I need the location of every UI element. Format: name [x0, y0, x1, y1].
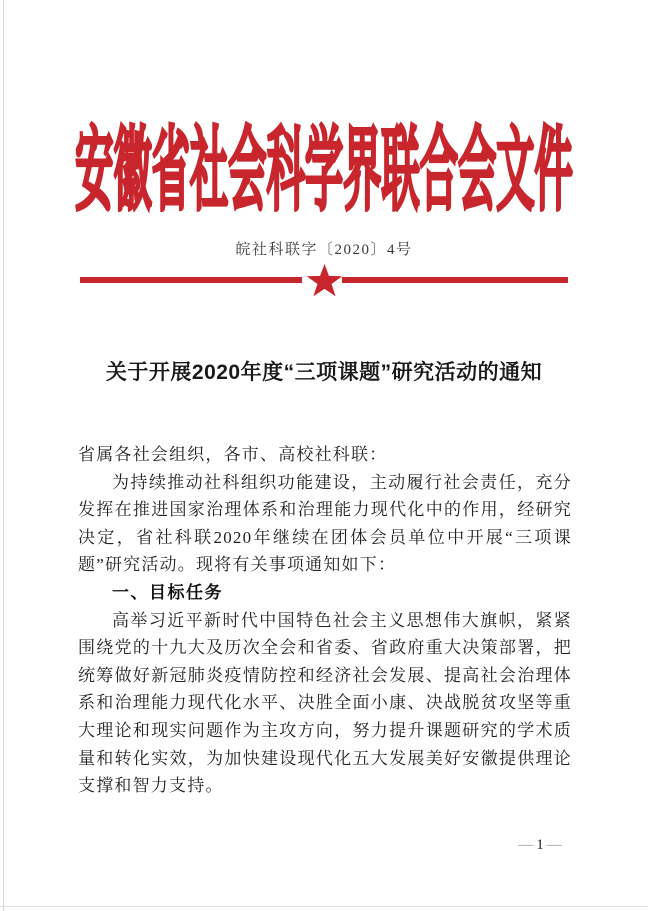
notice-title: 关于开展2020年度“三项课题”研究活动的通知 [105, 361, 543, 384]
document-reference-number: 皖社科联字〔2020〕4号 [235, 242, 413, 258]
red-divider-right [342, 277, 568, 283]
paragraph-intro: 为持续推动社科组织功能建设，主动履行社会责任，充分发挥在推进国家治理体系和治理能力现代化中的作用，经研究决定，省社科联2020年继续在团体会员单位中开展“三项课题”研究活动。现将有关事项通知如下： [78, 472, 572, 575]
page-number-value: 1 [536, 837, 544, 853]
page-number-dash-left: — [518, 837, 534, 853]
red-divider-left [80, 277, 302, 283]
page-number [508, 837, 572, 854]
red-header-banner [0, 103, 648, 221]
red-star-icon [306, 264, 343, 299]
scan-edge-bottom [0, 906, 648, 907]
paragraph-goals: 高举习近平新时代中国特色社会主义思想伟大旗帜，紧紧围绕党的十九大及历次全会和省委、省政府重大决策部署，把统筹做好新冠肺炎疫情防控和经济社会发展、提高社会治理体系和治理能力现代化水平、决胜全面小康、决战脱贫攻坚等重大理论和现实问题作为主攻方向，努力提升课题研究的学术质量和转化实效，为加快建设现代化五大发展美好安徽提供理论支撑和智力支持。 [78, 610, 572, 796]
section-heading-1: 一、目标任务 [112, 582, 223, 602]
page-number-dash-right: — [546, 837, 562, 853]
document-body [78, 441, 572, 800]
issuing-agency-title: 安徽省社会科学界联合会文件 [75, 120, 573, 223]
salutation-line: 省属各社会组织，各市、高校社科联： [78, 445, 388, 464]
